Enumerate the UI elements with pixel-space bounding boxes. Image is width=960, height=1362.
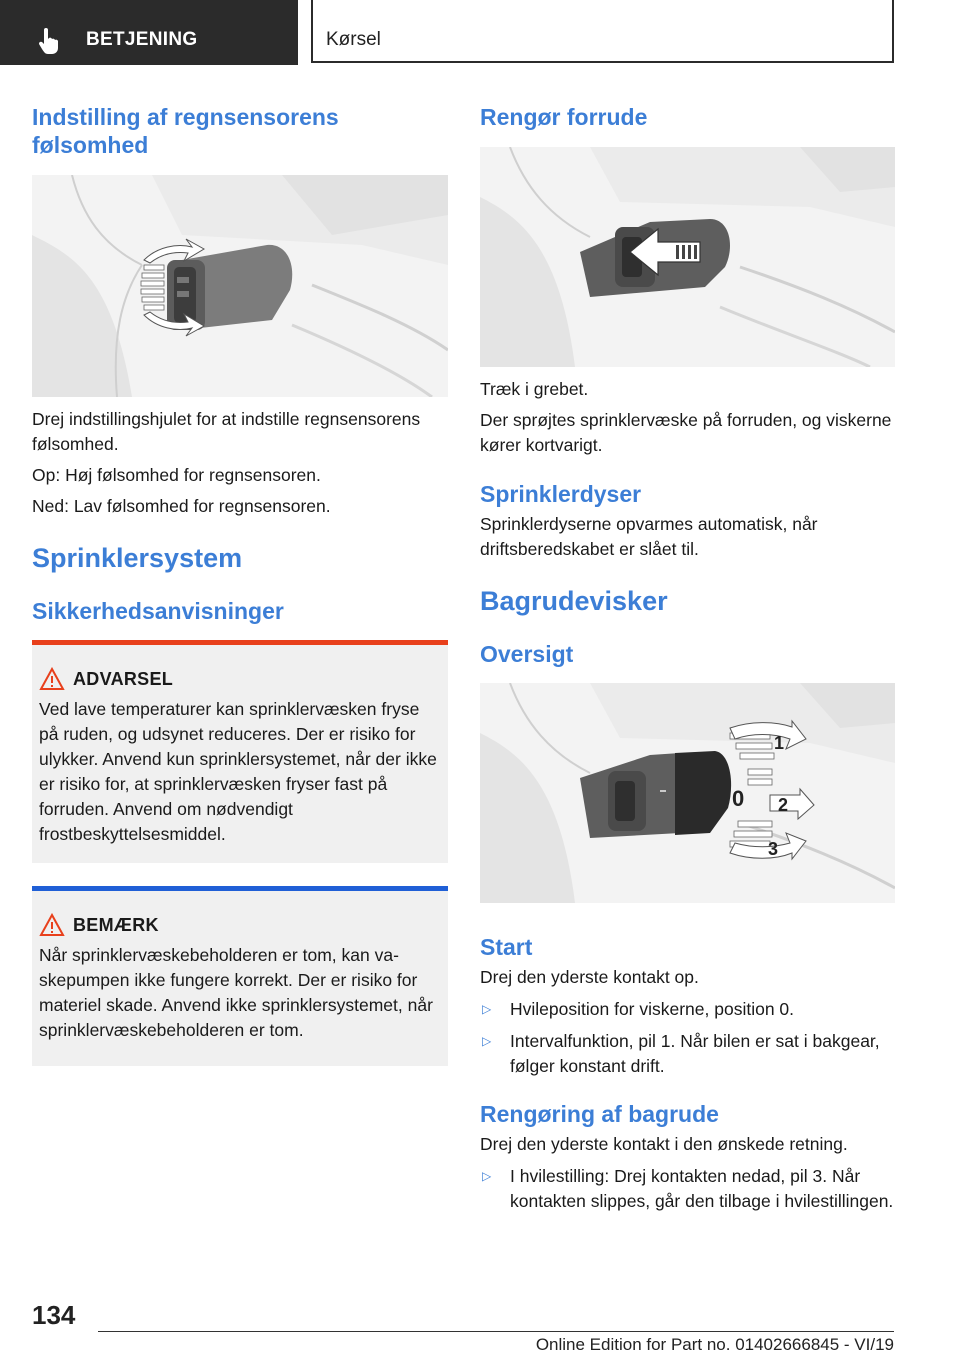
start-item-1: Hvileposition for viskerne, position 0.	[510, 999, 795, 1019]
safety-heading: Sikkerhedsanvisninger	[32, 598, 284, 624]
rear-clean-item-1: I hvilestilling: Drej kontakten nedad, pil 3. Når kontakten slippes, går den tilbage i hvilestillingen.	[510, 1166, 894, 1211]
bullet-triangle-icon: ▷	[482, 1034, 492, 1048]
rain-sensor-down: Ned: Lav følsomhed for regnsensoren.	[32, 496, 331, 516]
chapter-tab	[311, 0, 894, 63]
chapter-label: Kørsel	[326, 29, 381, 50]
nozzles-heading: Sprinklerdyser	[480, 481, 642, 507]
warning-text: Ved lave temperaturer kan sprinklervæsken fryse på ruden, og udsynet reduceres. Der er risiko for ulykker. Anvend kun sprinklersystemet, når der ikke er risiko for, at sprinklervæsken fryser fast på forruden. Anvend om nødvendigt frostbeskyttelsesmiddel.	[39, 699, 437, 844]
start-item-2: Intervalfunktion, pil 1. Når bilen er sat i bakgear, følger konstant drift.	[510, 1031, 880, 1076]
start-text: Drej den yderste kontakt op.	[480, 967, 699, 987]
position-3-label: 3	[768, 839, 779, 859]
clean-windshield-figure	[480, 147, 895, 367]
right-column	[480, 100, 896, 1214]
list-item	[480, 1029, 896, 1079]
hand-pointer-icon	[38, 28, 60, 54]
rain-sensor-instruction: Drej indstillingshjulet for at indstille regnsensorens følsomhed.	[32, 409, 421, 454]
warning-box	[32, 640, 448, 863]
notice-text: Når sprinklervæskebeholderen er tom, kan vaskepumpen ikke fungere korrekt. Der er risiko for materiel skade. Anvend ikke sprinklersystemet, når sprinklervæskebeholderen er tom.	[39, 945, 433, 1040]
bullet-triangle-icon: ▷	[482, 1169, 492, 1183]
list-item	[480, 1164, 896, 1214]
footer-divider	[98, 1331, 894, 1332]
rear-clean-text: Drej den yderste kontakt i den ønskede retning.	[480, 1134, 848, 1154]
overview-heading: Oversigt	[480, 641, 574, 667]
rear-clean-heading: Rengøring af bagrude	[480, 1101, 719, 1127]
rear-wiper-heading: Bagrudevisker	[480, 586, 668, 616]
notice-box	[32, 886, 448, 1066]
start-heading: Start	[480, 934, 533, 960]
rain-sensor-up: Op: Høj følsomhed for regnsensoren.	[32, 465, 321, 485]
rain-sensor-figure	[32, 175, 448, 397]
warning-title: ADVARSEL	[73, 668, 174, 689]
warning-bar	[32, 640, 448, 645]
edition-note: Online Edition for Part no. 01402666845 - VI/19	[535, 1335, 894, 1354]
spray-text: Der sprøjtes sprinklervæske på forruden, og viskerne kører kortvarigt.	[480, 410, 892, 455]
position-0-label: 0	[732, 786, 745, 811]
position-1-label: 1	[774, 733, 785, 753]
warning-triangle-icon	[39, 667, 65, 691]
clean-windshield-heading: Rengør forrude	[480, 104, 648, 130]
page-number: 134	[32, 1300, 76, 1330]
rear-wiper-figure	[480, 683, 895, 903]
list-item	[480, 997, 896, 1022]
section-label: BETJENING	[86, 29, 198, 50]
notice-title: BEMÆRK	[73, 914, 159, 935]
nozzles-text: Sprinklerdyserne opvarmes automatisk, når driftsberedskabet er slået til.	[480, 514, 818, 559]
notice-triangle-icon	[39, 913, 65, 937]
section-tab	[0, 0, 298, 65]
rain-sensor-heading: Indstilling af regnsensorens følsomhed	[32, 104, 339, 158]
bullet-triangle-icon: ▷	[482, 1002, 492, 1016]
position-2-label: 2	[778, 795, 789, 815]
left-column	[32, 100, 448, 1066]
pull-lever-text: Træk i grebet.	[480, 379, 589, 399]
sprinkler-heading: Sprinklersystem	[32, 543, 243, 573]
notice-bar	[32, 886, 448, 891]
